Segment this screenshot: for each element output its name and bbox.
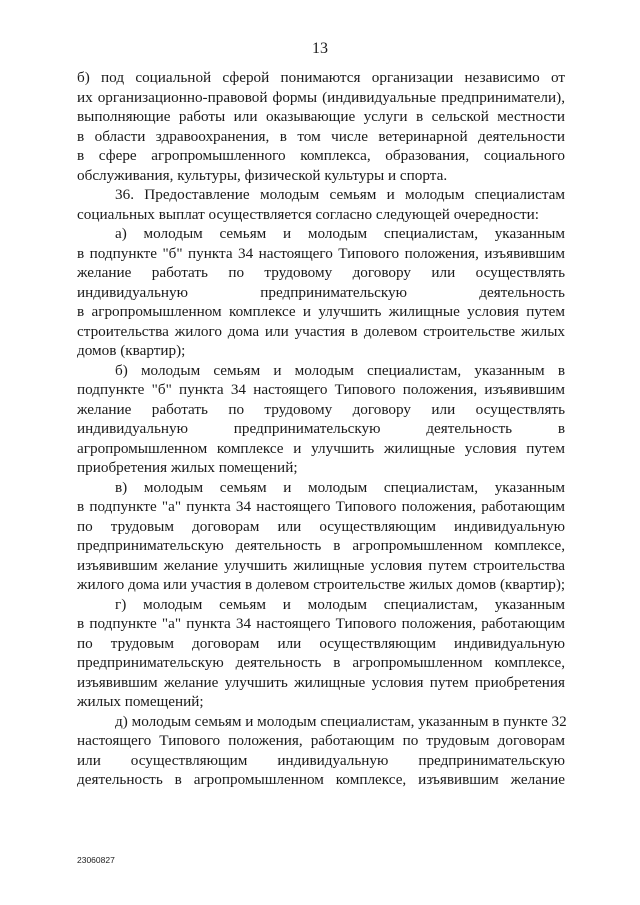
text-line: их организационно-правовой формы (индивидуальные предприниматели),	[77, 88, 565, 106]
text-line: индивидуальную предпринимательскую деятельность	[77, 283, 565, 301]
text-line: в области здравоохранения, в том числе ветеринарной деятельности	[77, 127, 565, 145]
text-line: желание работать по трудовому договору или осуществлять	[77, 400, 565, 418]
paragraph	[77, 68, 565, 185]
text-line: по трудовым договорам или осуществляющим индивидуальную	[77, 634, 565, 652]
text-line: или осуществляющим индивидуальную предпринимательскую	[77, 751, 565, 769]
paragraph	[77, 224, 565, 361]
text-line: в агропромышленном комплексе и улучшить жилищные условия путем	[77, 303, 565, 320]
text-line: в подпункте "б" пункта 34 настоящего Типового положения, изъявившим	[77, 244, 565, 262]
text-line: обслуживания, культуры, физической культуры и спорта.	[77, 166, 448, 184]
text-line: выполняющие работы или оказывающие услуги в сельской местности	[77, 108, 565, 125]
text-line: б) под социальной сферой понимаются организации независимо от	[77, 69, 565, 86]
text-line: деятельность в агропромышленном комплексе, изъявившим желание	[77, 771, 565, 788]
text-line: социальных выплат осуществляется согласно следующей очередности:	[77, 205, 540, 223]
text-line: настоящего Типового положения, работающим по трудовым договорам	[77, 732, 565, 749]
text-line: а) молодым семьям и молодым специалистам, указанным	[115, 225, 565, 242]
text-line: в подпункте "а" пункта 34 настоящего Типового положения, работающим	[77, 498, 565, 515]
paragraph	[77, 478, 565, 595]
text-line: строительства жилого дома или участия в долевом строительстве жилых	[77, 322, 565, 340]
paragraph	[77, 595, 565, 712]
text-line: предпринимательскую деятельность в агропромышленном комплексе,	[77, 654, 565, 671]
text-line: 36. Предоставление молодым семьям и молодым специалистам	[115, 186, 565, 203]
page-number: 13	[312, 40, 328, 57]
text-line: агропромышленном комплексе и улучшить жилищные условия путем	[77, 439, 565, 457]
text-line: предпринимательскую деятельность в агропромышленном комплексе,	[77, 537, 565, 554]
text-line: в) молодым семьям и молодым специалистам, указанным	[115, 478, 565, 496]
paragraph	[77, 712, 565, 790]
text-line: б) молодым семьям и молодым специалистам, указанным в	[115, 361, 565, 379]
paragraph	[77, 361, 565, 478]
text-line: по трудовым договорам или осуществляющим индивидуальную	[77, 517, 565, 535]
text-line: приобретения жилых помещений;	[77, 459, 298, 476]
text-line: г) молодым семьям и молодым специалистам, указанным	[115, 595, 565, 613]
text-line: д) молодым семьям и молодым специалистам, указанным в пункте 32	[115, 712, 567, 730]
text-line: индивидуальную предпринимательскую деятельность в	[77, 420, 565, 437]
document-code: 23060827	[77, 855, 115, 865]
text-line: подпункте "б" пункта 34 настоящего Типового положения, изъявившим	[77, 381, 565, 398]
text-line: домов (квартир);	[77, 342, 186, 359]
text-line: в подпункте "а" пункта 34 настоящего Типового положения, работающим	[77, 615, 565, 632]
text-line: жилого дома или участия в долевом строительстве жилых домов (квартир);	[77, 576, 566, 593]
text-line: желание работать по трудовому договору или осуществлять	[77, 264, 565, 281]
text-line: изъявившим желание улучшить жилищные условия путем приобретения	[77, 673, 565, 691]
document-body	[77, 68, 565, 790]
text-line: изъявившим желание улучшить жилищные условия путем строительства	[77, 556, 565, 574]
paragraph	[77, 185, 565, 224]
text-line: жилых помещений;	[77, 693, 204, 710]
text-line: в сфере агропромышленного комплекса, образования, социального	[77, 147, 565, 164]
